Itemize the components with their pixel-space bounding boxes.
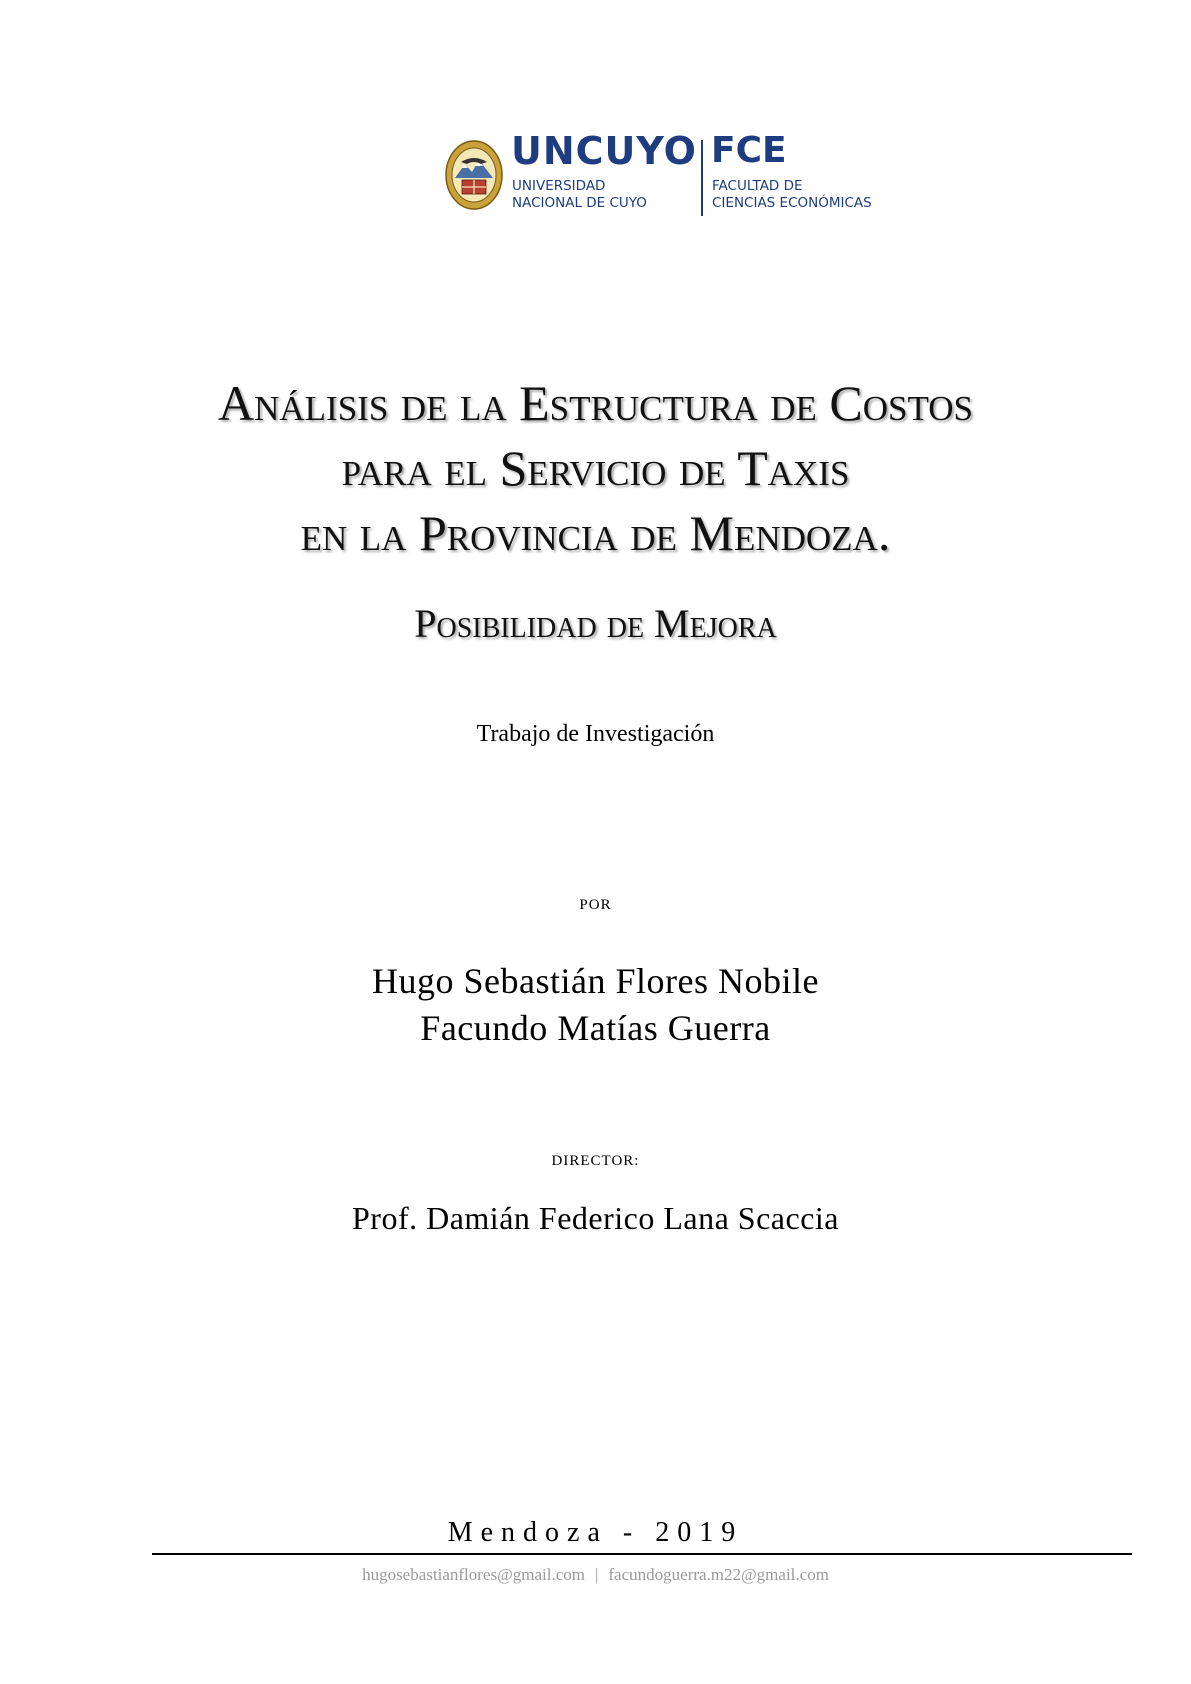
logo-divider bbox=[701, 140, 703, 216]
author-1: Hugo Sebastián Flores Nobile bbox=[372, 961, 819, 1001]
faculty-subtitle-line2: CIENCIAS ECONÓMICAS bbox=[712, 195, 872, 211]
footer-divider bbox=[152, 1553, 1132, 1555]
faculty-name: FCE bbox=[711, 130, 787, 171]
place-and-year: Mendoza - 2019 bbox=[447, 1517, 744, 1548]
university-subtitle-line2: NACIONAL DE CUYO bbox=[512, 195, 647, 211]
university-seal-icon bbox=[445, 140, 503, 210]
email-separator: | bbox=[594, 1565, 599, 1584]
title-line-1: Análisis de la Estructura de Costos bbox=[218, 375, 973, 431]
email-author-2[interactable]: facundoguerra.m22@gmail.com bbox=[608, 1565, 829, 1584]
director-name: Prof. Damián Federico Lana Scaccia bbox=[351, 1200, 839, 1236]
university-name: UNCUYO bbox=[511, 129, 697, 173]
subtitle: Posibilidad de Mejora bbox=[414, 601, 777, 646]
institution-logo bbox=[445, 129, 885, 222]
director-label: DIRECTOR: bbox=[551, 1153, 640, 1169]
author-2: Facundo Matías Guerra bbox=[420, 1008, 771, 1048]
faculty-subtitle-line1: FACULTAD DE bbox=[712, 178, 803, 194]
title-line-2: para el Servicio de Taxis bbox=[341, 440, 850, 496]
email-author-1[interactable]: hugosebastianflores@gmail.com bbox=[362, 1565, 585, 1584]
title-line-3: en la Provincia de Mendoza. bbox=[300, 505, 891, 561]
by-label: POR bbox=[579, 897, 612, 913]
university-subtitle-line1: UNIVERSIDAD bbox=[512, 178, 606, 194]
contact-emails bbox=[0, 1566, 1191, 1583]
work-type: Trabajo de Investigación bbox=[476, 721, 715, 747]
